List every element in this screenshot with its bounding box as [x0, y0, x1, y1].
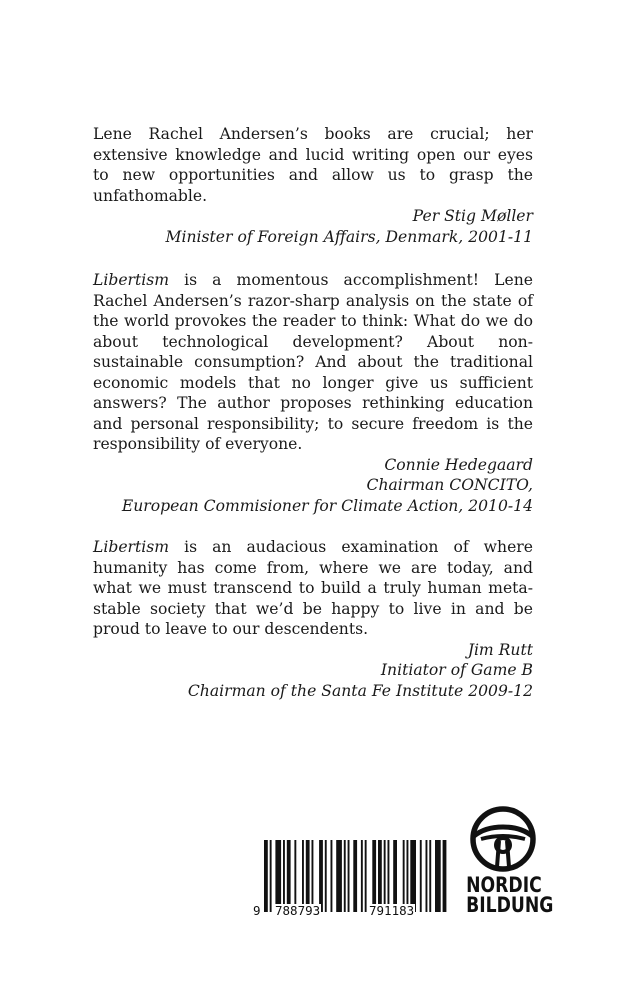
- barcode-bar: [264, 840, 268, 912]
- quote-author-title-2: Chairman of the Santa Fe Institute 2009-12: [187, 681, 533, 700]
- barcode-bar: [372, 840, 376, 912]
- barcode-bar: [302, 840, 304, 912]
- quote-author: Jim Rutt: [467, 640, 533, 659]
- quote-author: Per Stig Møller: [412, 207, 533, 225]
- barcode-bar: [319, 840, 323, 912]
- barcode-bar: [365, 840, 367, 912]
- barcode-group-2: 791183: [369, 903, 415, 918]
- barcode-lead-digit: 9: [253, 903, 261, 918]
- barcode-group-1: 788793: [275, 903, 321, 918]
- barcode-bar: [287, 840, 291, 912]
- steering-wheel-circle-icon: [467, 803, 539, 875]
- quote-author-title-2: European Commisioner for Climate Action, 2010-14: [121, 496, 533, 515]
- barcode-bar: [331, 840, 333, 912]
- quote-moller: [93, 124, 533, 247]
- barcode-bar: [294, 840, 296, 912]
- barcode-bar: [344, 840, 346, 912]
- publisher-name-line-1: NORDIC: [466, 873, 542, 897]
- quote-author: Connie Hedegaard: [384, 455, 533, 474]
- quote-author-title: Chairman CONCITO,: [366, 476, 533, 494]
- quote-hedegaard: [93, 270, 533, 516]
- barcode-bar: [393, 840, 397, 912]
- barcode-bar: [420, 840, 422, 912]
- publisher-name-line-2: BILDUNG: [466, 893, 554, 917]
- barcode-bar: [388, 840, 390, 912]
- barcode-bar: [270, 840, 272, 912]
- barcode-bar: [403, 840, 405, 912]
- barcode-bar: [361, 840, 363, 912]
- barcode-bar: [429, 840, 431, 912]
- barcode-bar: [275, 840, 281, 912]
- barcode-bar: [353, 840, 357, 912]
- quote-text: [93, 124, 533, 206]
- quote-body: Lene Rachel Andersen’s books are crucial; her extensive knowledge and lucid writing open our eyes to new opportunities and allow us to grasp the unfathomable.: [93, 125, 533, 205]
- barcode-bar: [325, 840, 327, 912]
- quote-author-title: Initiator of Game B: [380, 661, 533, 679]
- quote-author-title: Minister of Foreign Affairs, Denmark, 2001-11: [165, 227, 533, 246]
- barcode-bar: [283, 840, 285, 912]
- quote-rutt: [93, 537, 533, 701]
- barcode-bar: [410, 840, 416, 912]
- book-title-italic: Libertism: [93, 538, 170, 556]
- quote-text: [93, 270, 533, 455]
- barcode-bar: [336, 840, 342, 912]
- barcode-bar: [348, 840, 350, 912]
- isbn-barcode: [252, 840, 448, 924]
- barcode-bar: [306, 840, 310, 912]
- barcode-bar: [384, 840, 386, 912]
- barcode-bar: [435, 840, 441, 912]
- quote-body: is a momentous accomplishment! Lene Rachel Andersen’s razor-sharp analysis on the state of the world provokes the reader to think: What do we do about technological development? About non-sustainable consumption? And about the traditional economic models that no longer give us sufficient answers? The author proposes rethinking education and personal responsibility; to secure freedom is the responsibility of everyone.: [93, 271, 533, 453]
- quote-body: is an audacious examination of where humanity has come from, where we are today, and what we must transcend to build a truly human meta-stable society that we’d be happy to live in and be proud to leave to our descendents.: [93, 538, 533, 638]
- barcode-bar: [378, 840, 382, 912]
- book-title-italic: Libertism: [93, 271, 170, 289]
- barcode-bar: [407, 840, 409, 912]
- barcode-bar: [426, 840, 428, 912]
- publisher-logo: [458, 803, 554, 927]
- barcode-bar: [443, 840, 447, 912]
- barcode-bar: [312, 840, 314, 912]
- quote-text: [93, 537, 533, 640]
